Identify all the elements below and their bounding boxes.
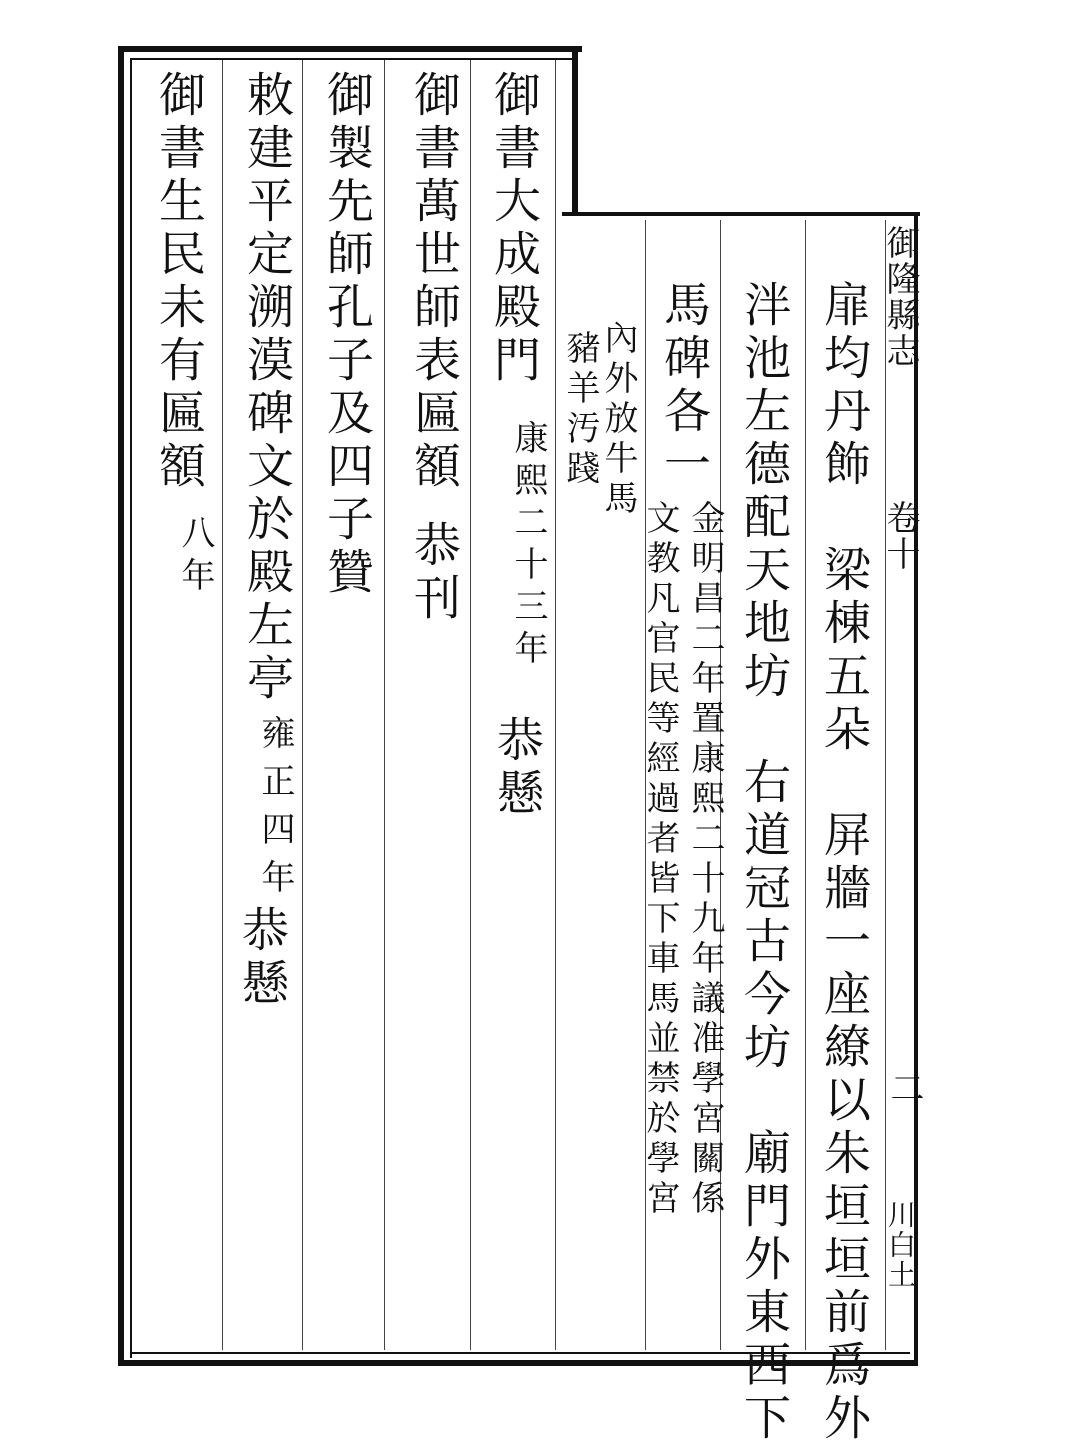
column-divider — [805, 220, 806, 1350]
text-column-c4: 敕建平定溯漠碑文於殿左亭 — [239, 70, 294, 706]
frame-top-right — [562, 212, 920, 216]
action-c4: 恭懸 — [234, 905, 289, 1011]
note-c1: 康熙二十三年 — [508, 420, 548, 672]
sub-note-c1b: 豬羊汚踐 — [560, 330, 600, 490]
frame-bottom-inner — [130, 1352, 910, 1354]
note-c4: 雍正四年 — [255, 715, 295, 907]
note-column-r3b: 文教凡官民等經過者皆下車馬並禁於學宮 — [640, 500, 680, 1220]
text-column-c5: 御書生民未有匾額 — [151, 70, 206, 494]
column-divider — [555, 60, 556, 1350]
text-column-c1: 御書大成殿門 — [486, 70, 541, 388]
column-divider — [384, 60, 385, 1350]
column-divider — [302, 60, 303, 1350]
text-column-r1: 扉均丹飾 梁棟五朵 屏牆一座繚以朱垣垣前爲外 — [816, 280, 871, 1446]
note-column-r3a: 金明昌二年置康熙二十九年議准學宮關係 — [685, 500, 725, 1220]
frame-top-left-inner — [130, 58, 575, 60]
text-column-c2: 御書萬世師表匾額 — [406, 70, 461, 494]
column-divider — [222, 60, 223, 1350]
note-c5: 八年 — [175, 515, 215, 599]
text-column-r2: 泮池左德配天地坊 右道冠古今坊 廟門外東西下 — [736, 280, 791, 1446]
frame-left — [118, 46, 124, 1366]
note-c2: 恭刊 — [406, 520, 461, 626]
book-title: 御隆縣志 — [880, 225, 920, 369]
frame-step-vertical — [572, 46, 578, 216]
frame-right — [914, 212, 918, 1366]
edge-text: 川白土 — [884, 1200, 917, 1290]
text-column-r3: 馬碑各一 — [656, 280, 711, 492]
volume-label: 卷十 — [880, 500, 920, 572]
page-marker: 二 — [884, 1070, 924, 1106]
frame-top-left — [122, 46, 582, 52]
frame-bottom — [118, 1360, 918, 1366]
sub-note-c1a: 內外放牛馬 — [598, 320, 638, 520]
action-c1: 恭懸 — [489, 715, 544, 821]
frame-left-inner — [130, 58, 132, 1358]
text-column-c3: 御製先師孔子及四子贊 — [319, 70, 374, 600]
column-divider — [885, 220, 886, 1350]
column-divider — [470, 60, 471, 1350]
